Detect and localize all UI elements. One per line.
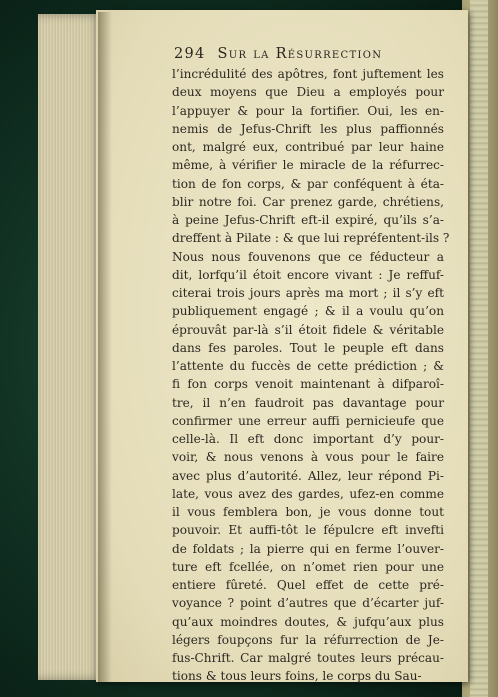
text-line: citerai trois jours après ma mort ; il s’y eft <box>172 286 444 300</box>
text-line: l’incrédulité des apôtres, font juftement les <box>172 67 444 81</box>
text-line: dans fes paroles. Tout le peuple eft dans <box>172 340 444 355</box>
body-text <box>172 65 450 686</box>
text-line: nemis de Jefus-Chrift les plus paffionnés <box>172 121 444 136</box>
text-line: il vous femblera bon, je vous donne tout <box>172 505 444 519</box>
text-line: ont, malgré eux, contribué par leur haine <box>172 140 444 154</box>
text-line: ture eft fcellée, on n’omet rien pour une <box>172 559 444 574</box>
text-line: de foldats ; la pierre qui en ferme l’ouver- <box>172 541 444 556</box>
text-line: tre, il n’en faudroit pas davantage pour <box>172 395 444 410</box>
running-header <box>174 46 464 62</box>
page-number: 294 <box>174 46 206 62</box>
running-title: Sur la Résurrection <box>217 46 383 62</box>
text-line: tion de fon corps, & par conféquent à éta- <box>172 176 444 191</box>
text-line: voir, & nous venons à vous pour le faire <box>172 450 444 465</box>
gutter-shadow <box>98 12 112 682</box>
text-line: légers foupçons fur la réfurrection de Je- <box>172 632 444 647</box>
text-line: tions & tous leurs foins, le corps du Sau- <box>172 669 422 684</box>
text-line: celle-là. Il eft donc important d’y pour- <box>172 432 444 446</box>
text-line: Nous nous fouvenons que ce féducteur a <box>172 249 444 264</box>
text-line: publiquement engagé ; & il a voulu qu’on <box>172 304 444 319</box>
text-line: qu’aux moindres doutes, & jufqu’aux plus <box>172 614 444 629</box>
text-line: fus-Chrift. Car malgré toutes leurs précau- <box>172 651 444 665</box>
text-line: même, à vérifier le miracle de la réfurrec- <box>172 158 444 173</box>
text-line: blir notre foi. Car prenez garde, chrétiens, <box>172 194 444 209</box>
page-edges <box>38 14 104 680</box>
text-line: dit, lorfqu’il étoit encore vivant : Je reffuf- <box>172 267 444 282</box>
text-line: l’attente du fuccès de cette prédiction ; & <box>172 359 444 373</box>
text-line: voyance ? point d’autres que d’écarter juf- <box>172 596 444 611</box>
text-line: confirmer une erreur auffi pernicieufe que <box>172 413 444 428</box>
text-line: late, vous avez des gardes, ufez-en comme <box>172 486 444 501</box>
text-line: dreffent à Pilate : & que lui repréfentent-ils ? <box>172 231 450 246</box>
text-line: deux moyens que Dieu a employés pour <box>172 85 444 100</box>
text-line: pouvoir. Et auffi-tôt le fépulcre eft invefti <box>172 523 444 538</box>
text-line: éprouvât par-là s’il étoit fidele & véritable <box>172 322 444 337</box>
bookmark-ribbon <box>470 0 488 697</box>
text-line: fi fon corps venoit maintenant à difparoî- <box>172 377 444 392</box>
text-line: avec plus d’autorité. Allez, leur répond Pi- <box>172 468 444 483</box>
text-line: l’appuyer & pour la fortifier. Oui, les en- <box>172 103 444 118</box>
text-line: à peine Jefus-Chrift eft-il expiré, qu’ils s’a- <box>172 213 444 227</box>
text-line: entiere fûreté. Quel effet de cette pré- <box>172 578 444 592</box>
